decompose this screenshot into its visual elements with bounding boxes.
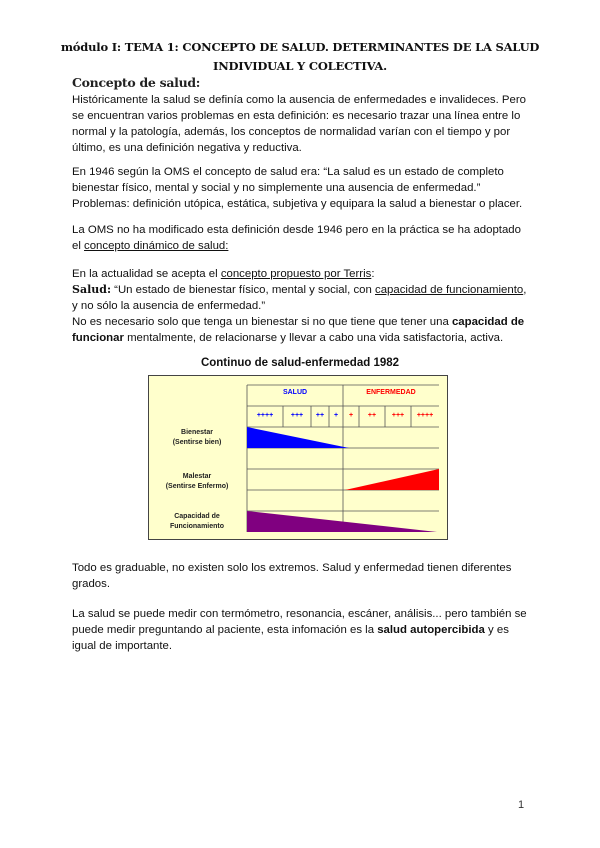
- salud-definition-a: “Un estado de bienestar físico, mental y social, con: [111, 284, 376, 296]
- paragraph-oms-1946: [72, 164, 532, 212]
- capacidad-sublabel: Funcionamiento: [169, 523, 225, 530]
- paragraph-graduable: Todo es graduable, no existen solo los extremos. Salud y enfermedad tienen diferentes grados.: [72, 562, 512, 590]
- terris-concept-underlined: concepto propuesto por Terris: [220, 268, 372, 280]
- figure-title: Continuo de salud-enfermedad 1982: [200, 357, 400, 369]
- document-title: [60, 38, 540, 76]
- malestar-label: Malestar: [182, 473, 212, 480]
- salud-definition-b: , y no sólo la ausencia de enfermedad.”: [72, 284, 527, 312]
- capacidad-funcionar-bold: capacidad de funcionar: [72, 316, 525, 344]
- salud-level-2: ++: [315, 412, 325, 419]
- enfermedad-level-4: ++++: [416, 412, 434, 419]
- health-illness-continuum-figure: [148, 375, 448, 540]
- oms-quote: En 1946 según la OMS el concepto de salud era: “La salud es un estado de completo bienestar físico, mental y social y no simplemente una ausencia de enfermedad.”: [72, 166, 504, 194]
- dynamic-concept-underlined: concepto dinámico de salud:: [84, 240, 229, 252]
- salud-level-4: ++++: [256, 412, 274, 419]
- title-line-2: INDIVIDUAL Y COLECTIVA.: [213, 59, 387, 73]
- bienestar-sublabel: (Sentirse bien): [172, 439, 222, 446]
- enfermedad-level-2: ++: [367, 412, 377, 419]
- salud-autopercibida-bold: salud autopercibida: [377, 624, 485, 636]
- terris-intro: En la actualidad se acepta el: [72, 268, 221, 280]
- oms-problems: Problemas: definición utópica, estática, subjetiva y equipara la salud a bienestar o placer.: [72, 198, 523, 210]
- capacidad-label: Capacidad de: [174, 513, 220, 520]
- enfermedad-level-1: +: [348, 412, 354, 419]
- section-heading: Concepto de salud:: [72, 75, 201, 90]
- malestar-sublabel: (Sentirse Enfermo): [165, 483, 229, 490]
- salud-label: Salud:: [72, 283, 111, 296]
- terris-colon: :: [371, 268, 375, 280]
- paragraph-autopercibida: [72, 606, 532, 654]
- enfermedad-level-3: +++: [391, 412, 405, 419]
- row-label-malestar: [149, 472, 245, 492]
- salud-level-3: +++: [290, 412, 304, 419]
- header-salud: SALUD: [282, 389, 308, 396]
- functioning-text-a: No es necesario solo que tenga un bienestar si no que tiene que tener una: [72, 316, 452, 328]
- title-line-1: módulo I: TEMA 1: CONCEPTO DE SALUD. DETERMINANTES DE LA SALUD: [60, 40, 540, 54]
- paragraph-dynamic-concept: [72, 222, 532, 254]
- paragraph-historic-definition: Históricamente la salud se definía como la ausencia de enfermedades e invalideces. Pero se encuentran varios problemas en esta definición: es necesario trazar una línea entre lo normal y la patología, además, los conceptos de normalidad varían con el tiempo y por último, es una definición negativa y reductiva.: [72, 94, 526, 154]
- row-label-bienestar: [149, 428, 245, 448]
- salud-level-1: +: [333, 412, 339, 419]
- paragraph-terris: [72, 266, 532, 346]
- capacidad-wedge: [247, 511, 437, 532]
- functioning-text-b: mentalmente, de relacionarse y llevar a cabo una vida satisfactoria, activa.: [123, 332, 504, 344]
- measurement-text-a: La salud se puede medir con termómetro, resonancia, escáner, análisis... pero también se puede medir preguntando al paciente, esta infomación es la: [72, 608, 527, 636]
- bienestar-wedge: [247, 427, 349, 448]
- dynamic-concept-text: La OMS no ha modificado esta definición desde 1946 pero en la práctica se ha adoptado el: [72, 224, 521, 252]
- page-number: 1: [518, 799, 525, 811]
- bienestar-label: Bienestar: [181, 429, 213, 436]
- header-enfermedad: ENFERMEDAD: [366, 389, 416, 396]
- measurement-text-b: y es igual de importante.: [72, 624, 509, 652]
- row-label-capacidad: [149, 512, 245, 532]
- malestar-wedge: [345, 469, 439, 490]
- capacidad-funcionamiento-underlined: capacidad de funcionamiento: [375, 284, 524, 296]
